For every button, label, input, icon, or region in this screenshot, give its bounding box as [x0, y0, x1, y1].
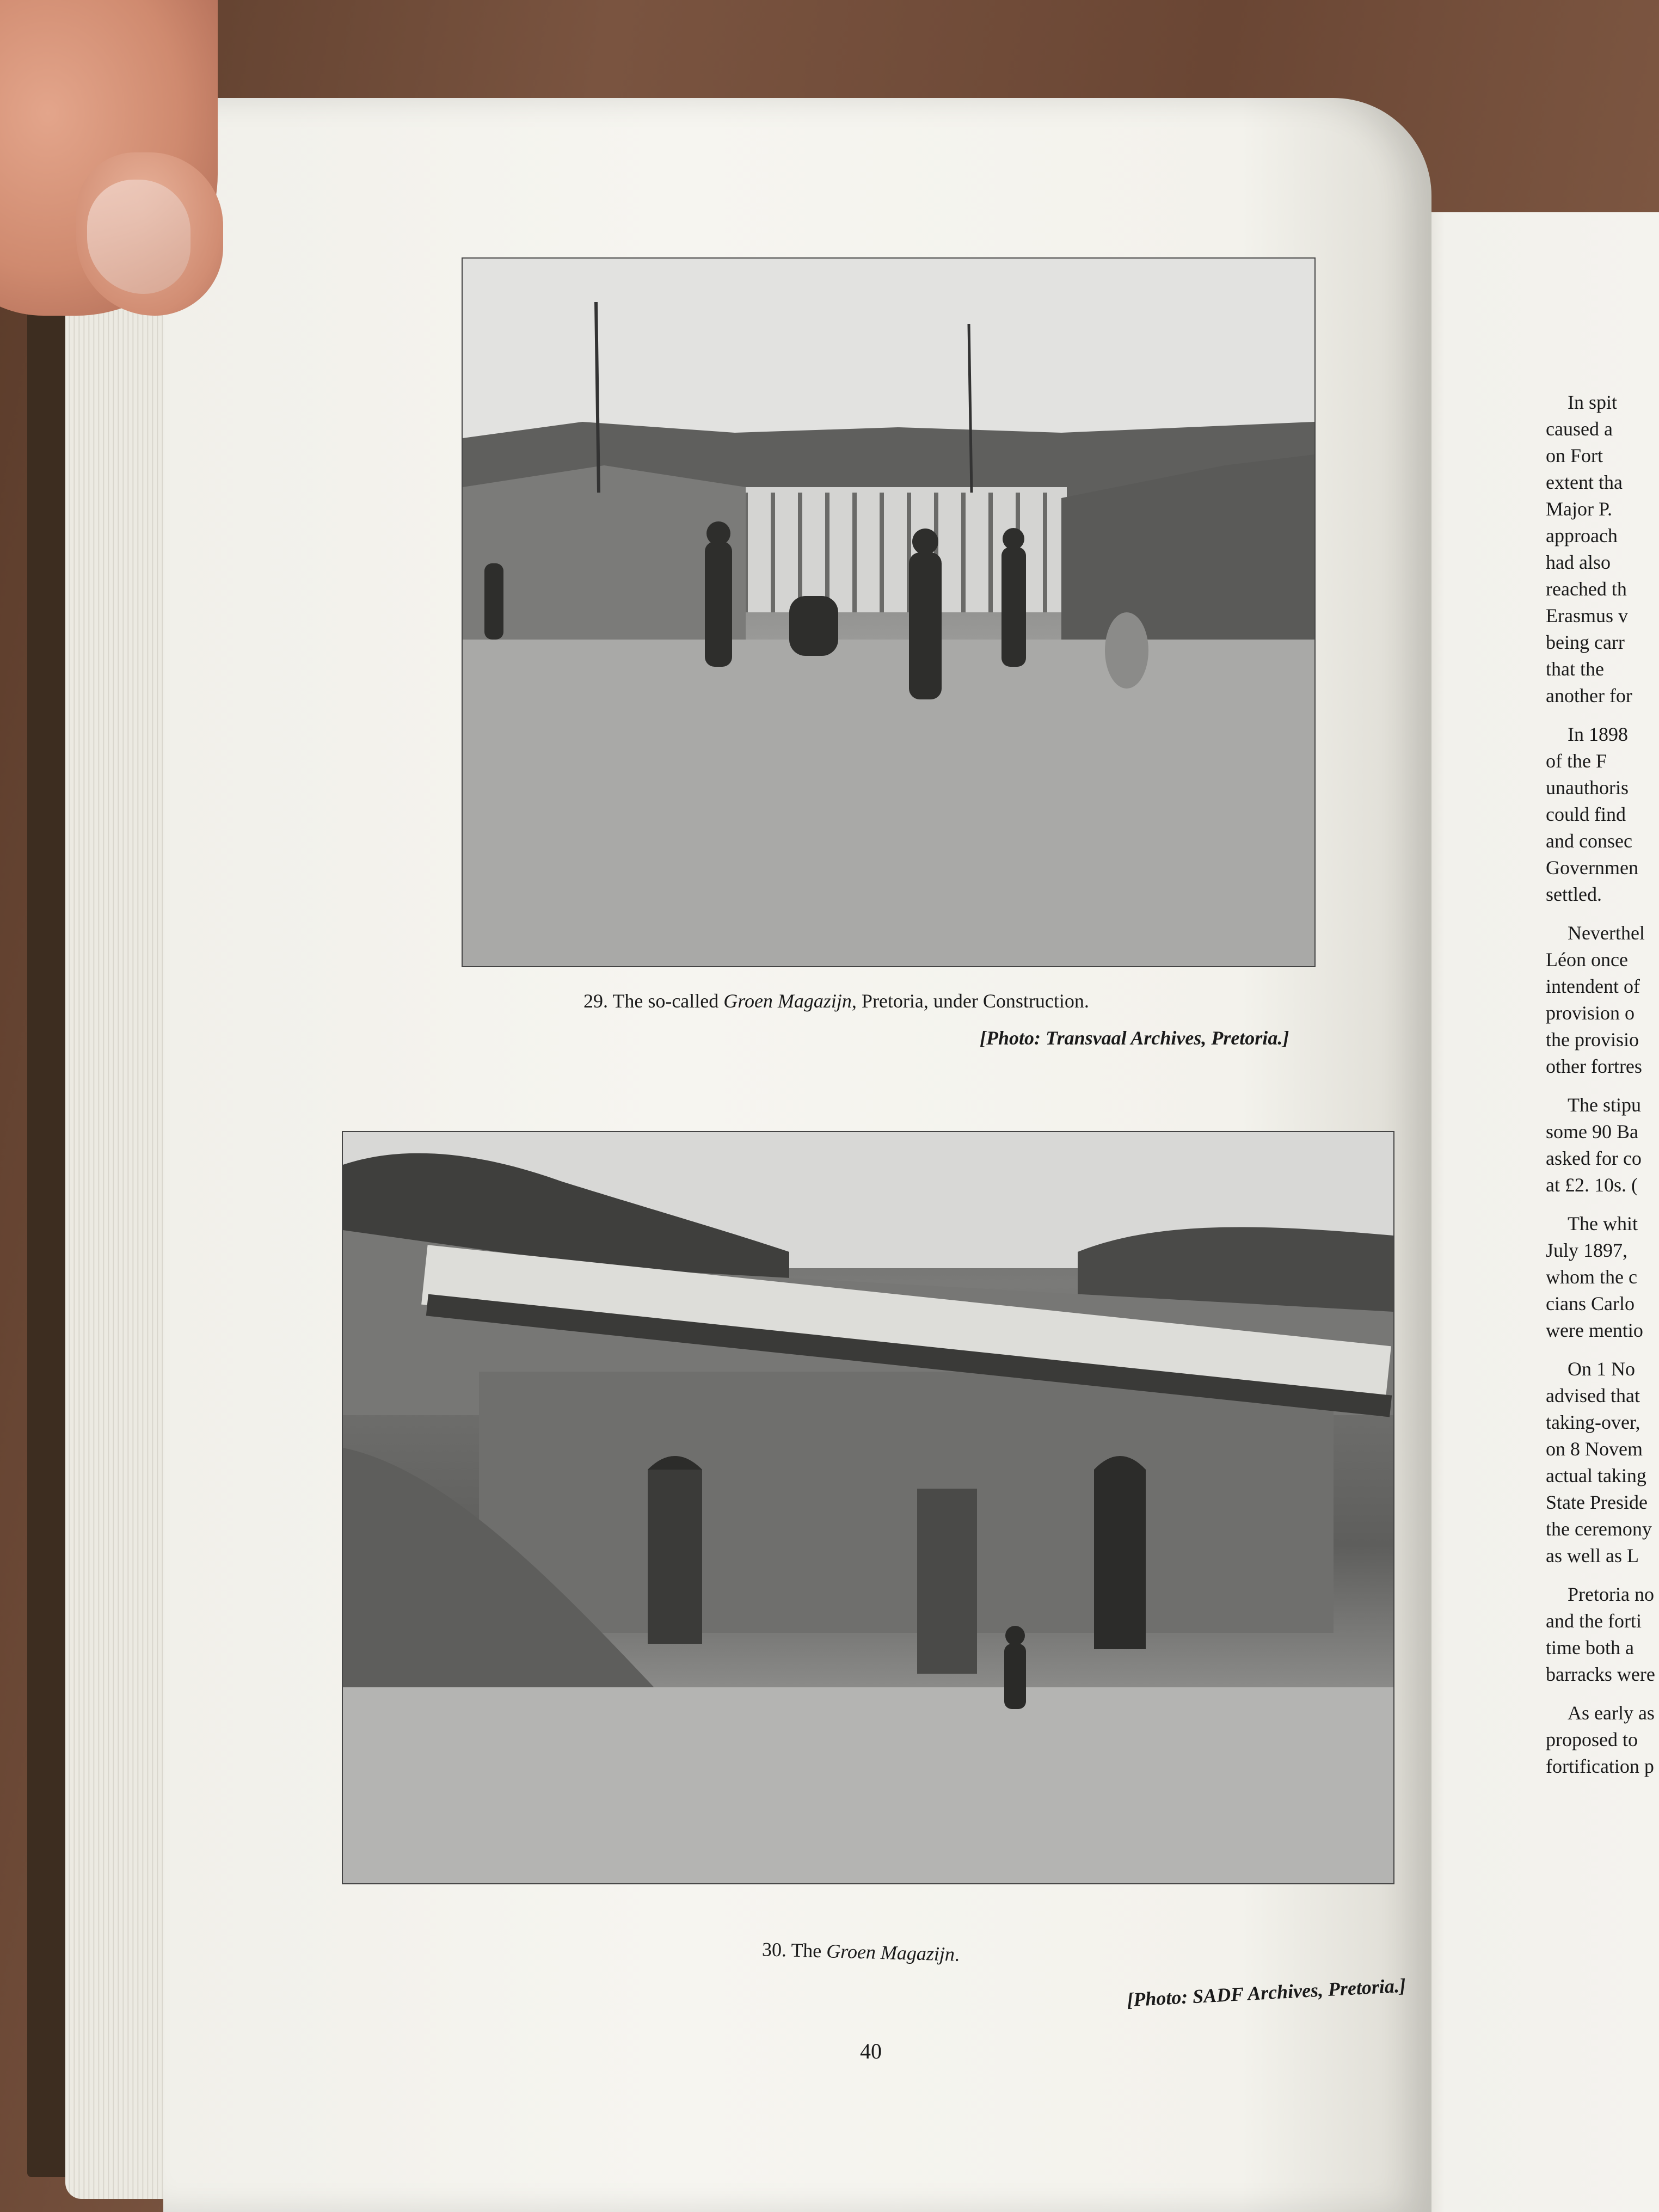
right-page-line: Léon once [1546, 949, 1628, 970]
right-page-line: Neverthel [1568, 922, 1645, 944]
right-page-line: In spit [1568, 391, 1618, 413]
right-page-line: July 1897, [1546, 1239, 1628, 1261]
right-page-line: and the forti [1546, 1610, 1642, 1632]
right-page-line: as well as L [1546, 1545, 1639, 1566]
right-page-line: approach [1546, 525, 1618, 546]
right-page-line: whom the c [1546, 1266, 1637, 1288]
right-page-line: had also [1546, 551, 1611, 573]
right-page-paragraph [1546, 389, 1659, 709]
right-page-line: unauthoris [1546, 777, 1629, 798]
right-page-line: reached th [1546, 578, 1627, 600]
figure-29-caption-prefix: 29. The so-called [583, 990, 724, 1012]
right-page-line: In 1898 [1568, 723, 1628, 745]
right-page-line: being carr [1546, 631, 1625, 653]
right-page-line: advised that [1546, 1385, 1640, 1406]
right-page-line: As early as [1568, 1702, 1655, 1724]
right-page-paragraph [1546, 1356, 1659, 1569]
right-page-line: cians Carlo [1546, 1293, 1635, 1314]
right-page-line: time both a [1546, 1637, 1634, 1658]
right-page-line: the ceremony [1546, 1518, 1652, 1540]
right-page-line: taking-over, [1546, 1411, 1640, 1433]
right-page-paragraph [1546, 721, 1659, 908]
right-page-line: some 90 Ba [1546, 1121, 1638, 1142]
right-page-line: Erasmus v [1546, 605, 1628, 626]
right-page-line: on 8 Novem [1546, 1438, 1643, 1460]
right-page-line: at £2. 10s. ( [1546, 1174, 1638, 1196]
right-page-line: another for [1546, 685, 1632, 706]
right-page-line: The stipu [1568, 1094, 1641, 1116]
figure-30-caption-title: Groen Magazijn [826, 1940, 955, 1965]
right-page-line: were mentio [1546, 1319, 1643, 1341]
figure-29-caption-title: Groen Magazijn [723, 990, 852, 1012]
right-page-line: caused a [1546, 418, 1613, 440]
figure-30-caption-prefix: 30. The [761, 1938, 827, 1962]
photo-groen-magazijn-construction [463, 259, 1314, 966]
right-page-paragraph [1546, 920, 1659, 1080]
page-number: 40 [860, 2039, 882, 2063]
right-page-line: The whit [1568, 1213, 1638, 1234]
right-page-line: Pretoria no [1568, 1583, 1654, 1605]
right-page-line: could find [1546, 803, 1626, 825]
right-page-line: barracks were [1546, 1663, 1655, 1685]
right-page-line: actual taking [1546, 1465, 1646, 1486]
figure-29-caption [583, 990, 1089, 1012]
figure-29-credit: [Photo: Transvaal Archives, Pretoria.] [980, 1027, 1289, 1049]
right-page-paragraph [1546, 1092, 1659, 1199]
right-page-line: State Preside [1546, 1491, 1648, 1513]
figure-29-caption-suffix: , Pretoria, under Construction. [851, 990, 1089, 1012]
right-page-line: and consec [1546, 830, 1632, 852]
right-page-paragraph [1546, 1211, 1659, 1344]
right-page-line: Major P. [1546, 498, 1613, 520]
right-page-line: proposed to [1546, 1729, 1638, 1750]
right-page-line: fortification p [1546, 1755, 1654, 1777]
magazine-scene [343, 1132, 1393, 1883]
right-page-line: provision o [1546, 1002, 1635, 1024]
right-page-line: On 1 No [1568, 1358, 1635, 1380]
photo-groen-magazijn [343, 1132, 1393, 1883]
right-page-line: intendent of [1546, 975, 1640, 997]
right-page-line: the provisio [1546, 1029, 1639, 1050]
construction-scene [463, 259, 1314, 966]
right-page-line: settled. [1546, 883, 1602, 905]
right-page-line: extent tha [1546, 471, 1623, 493]
right-page-line: on Fort [1546, 445, 1603, 466]
right-page-line: Governmen [1546, 857, 1638, 878]
figure-30-caption-suffix: . [954, 1943, 960, 1965]
right-page-line: of the F [1546, 750, 1607, 772]
right-page-paragraph [1546, 1700, 1659, 1780]
right-page-text [1546, 389, 1659, 1792]
right-page-paragraph [1546, 1581, 1659, 1688]
right-page-line: that the [1546, 658, 1604, 680]
right-page-line: other fortres [1546, 1055, 1642, 1077]
right-page-line: asked for co [1546, 1147, 1642, 1169]
figure-30-credit: [Photo: SADF Archives, Pretoria.] [1126, 1974, 1406, 2011]
